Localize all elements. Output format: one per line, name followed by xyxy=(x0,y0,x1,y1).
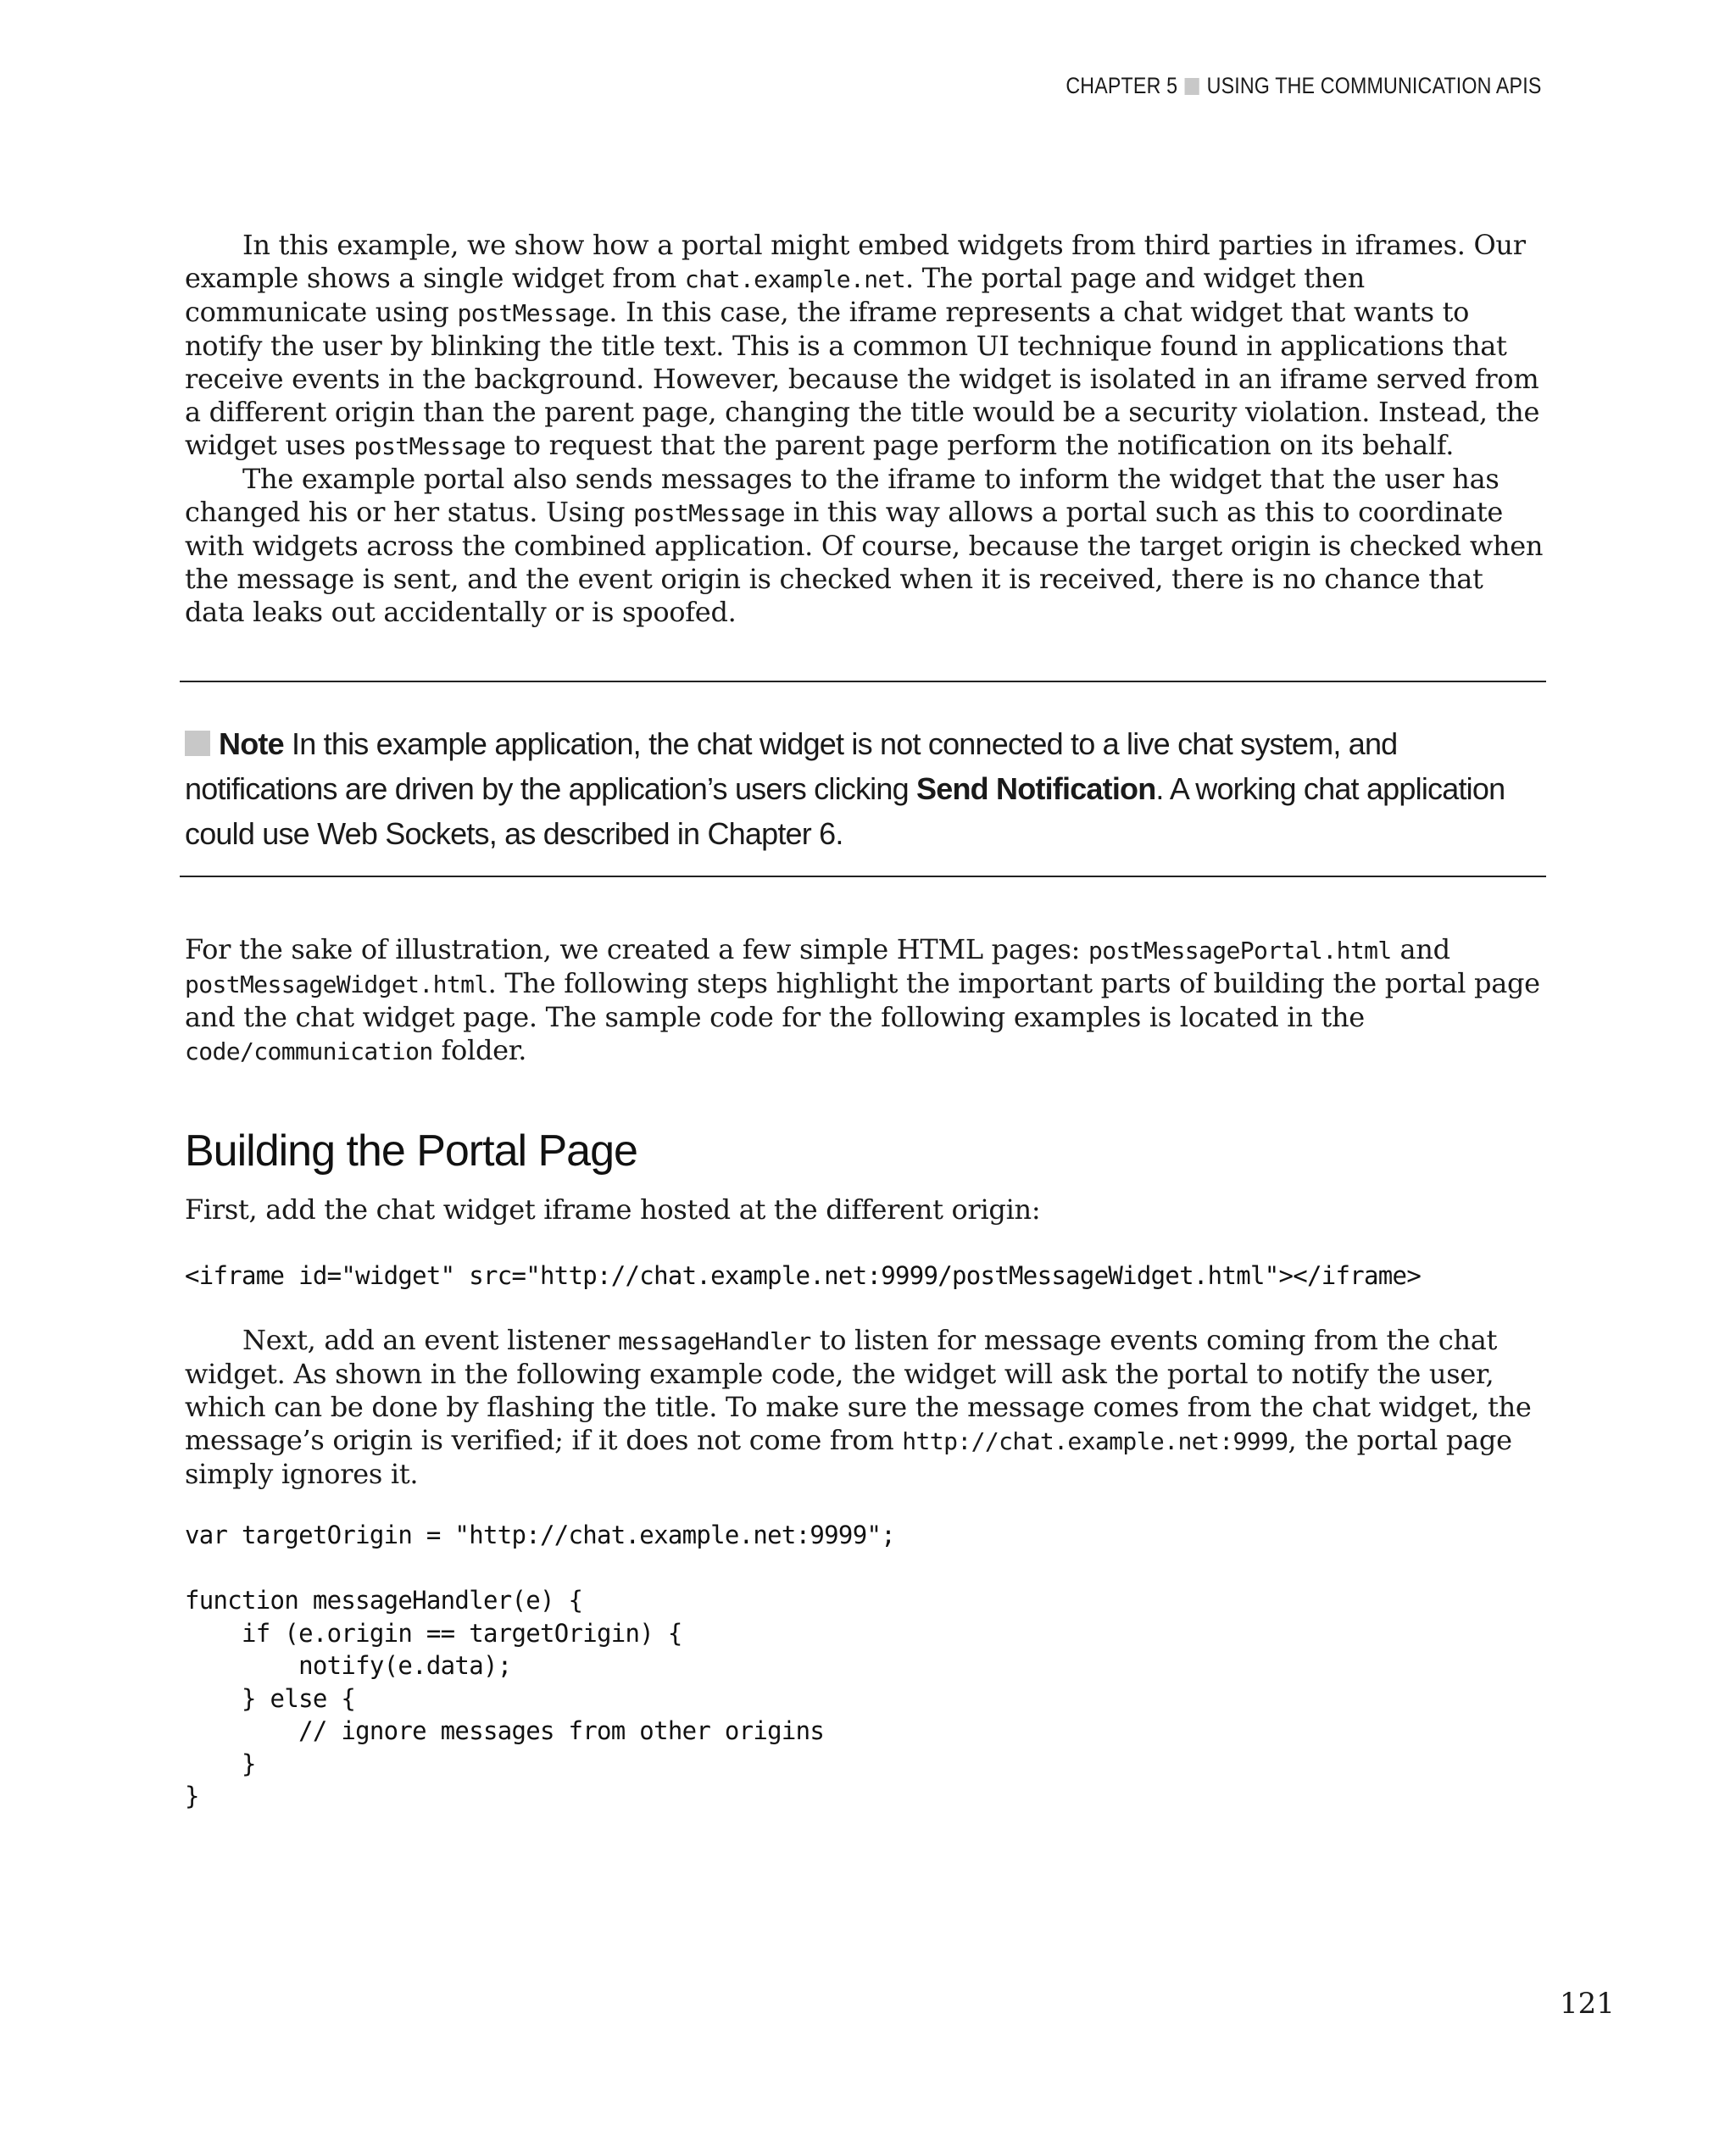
text-span: folder. xyxy=(432,1034,527,1066)
illustration-section xyxy=(185,933,1546,1068)
text-span: , the portal page simply ignores it. xyxy=(185,1424,1512,1490)
text-span: . In this case, the iframe represents a chat widget that wants to notify the user by blinking the title text. This is a common UI technique found in applications that receive events in the background. However, because the widget is isolated in an iframe served from a different origin than the parent page, changing the title would be a security violation. Instead, the widget uses xyxy=(185,296,1540,461)
square-separator-icon xyxy=(1184,78,1199,95)
inline-code: messageHandler xyxy=(618,1327,811,1355)
text-span: to listen for message events coming from the chat widget. As shown in the following example code, the widget will ask the portal to notify the user, which can be done by flashing the title. To make sure the message comes from the chat widget, the message’s origin is verified; if it does not come from xyxy=(185,1324,1532,1456)
illustration-paragraph xyxy=(185,933,1546,1068)
inline-code: postMessage xyxy=(353,432,506,460)
next-step-section xyxy=(185,1324,1546,1491)
chapter-label: CHAPTER 5 xyxy=(1065,73,1177,98)
text-span: in this way allows a portal such as this to coordinate with widgets across the combined application. Of course, because the target origin is checked when the message is sent, and the event origin is checked when it is received, there is no chance that data leaks out accidentally or is spoofed. xyxy=(185,496,1544,628)
running-head xyxy=(1066,73,1541,99)
inline-code: postMessagePortal.html xyxy=(1088,937,1392,965)
page-number: 121 xyxy=(1560,1987,1615,2021)
note-label: Note xyxy=(219,726,284,761)
intro-paragraph-2 xyxy=(185,463,1546,629)
note-box xyxy=(180,681,1546,877)
text-span: In this example application, the chat widget is not connected to a live chat system, and notifications are driven by the application’s users clicking xyxy=(185,726,1398,806)
inline-code: http://chat.example.net:9999 xyxy=(902,1427,1288,1455)
text-span: Next, add an event listener xyxy=(242,1324,619,1356)
inline-code: postMessageWidget.html xyxy=(185,970,488,998)
text-span: In this example, we show how a portal might embed widgets from third parties in iframes. Our example shows a single widget from xyxy=(185,229,1526,294)
text-span: The example portal also sends messages to the iframe to inform the widget that the user has changed his or her status. Using xyxy=(185,463,1500,528)
note-square-icon xyxy=(185,731,210,756)
text-span: For the sake of illustration, we created a few simple HTML pages: xyxy=(185,933,1088,965)
inline-code: postMessage xyxy=(457,299,609,327)
intro-section xyxy=(185,229,1546,629)
text-span: to request that the parent page perform the notification on its behalf. xyxy=(505,429,1455,461)
note-bold-text: Send Notification xyxy=(916,771,1156,806)
first-step-paragraph: First, add the chat widget iframe hosted at the different origin: xyxy=(185,1193,1041,1226)
inline-code: code/communication xyxy=(185,1037,433,1065)
inline-code: postMessage xyxy=(633,499,785,527)
text-span: . The following steps highlight the important parts of building the portal page and the chat widget page. The sample code for the following examples is located in the xyxy=(185,967,1540,1033)
section-heading: Building the Portal Page xyxy=(185,1126,637,1176)
first-step-section xyxy=(185,1193,1546,1226)
intro-paragraph-1 xyxy=(185,229,1546,463)
inline-code: chat.example.net xyxy=(684,265,905,293)
text-span: . The portal page and widget then communicate using xyxy=(185,262,1365,328)
chapter-title: USING THE COMMUNICATION APIS xyxy=(1206,73,1541,98)
iframe-code-block: <iframe id="widget" src="http://chat.example.net:9999/postMessageWidget.html"></iframe> xyxy=(185,1261,1422,1290)
note-text xyxy=(185,721,1541,856)
handler-code-block: var targetOrigin = "http://chat.example.net:9999"; function messageHandler(e) { if (e.origin == targetOrigin) { notify(e.data); } else { // ignore messages from other origins } } xyxy=(185,1521,895,1810)
next-step-paragraph xyxy=(185,1324,1546,1491)
text-span: . A working chat application could use Web Sockets, as described in Chapter 6. xyxy=(185,771,1505,851)
text-span: and xyxy=(1391,933,1450,965)
